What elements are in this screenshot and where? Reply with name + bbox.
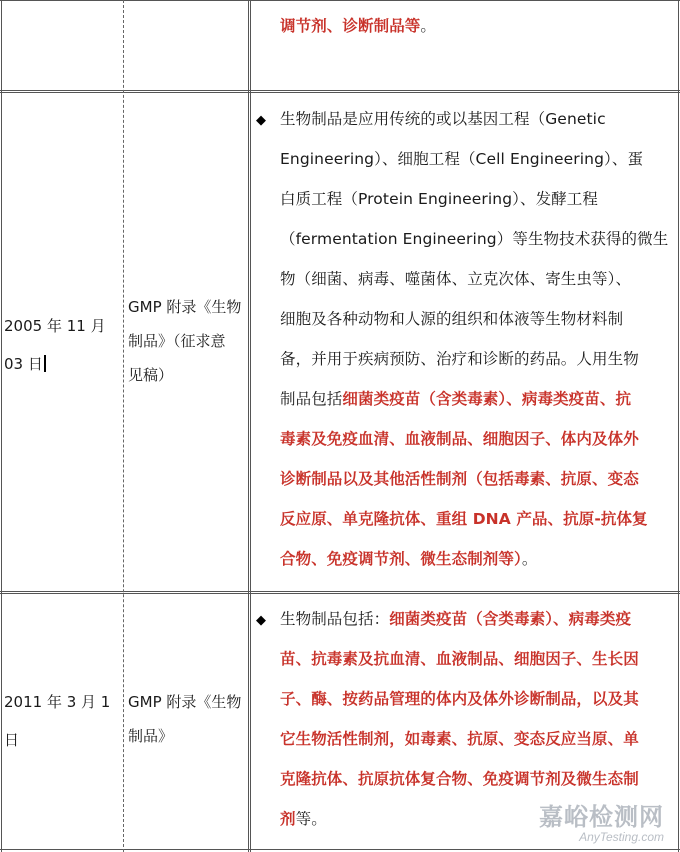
- content-line: [256, 179, 672, 219]
- highlighted-text: 合物、免疫调节剂、微生态制剂等）: [280, 550, 522, 568]
- content-line: [256, 679, 672, 719]
- highlighted-text: 苗、抗毒素及抗血清、血液制品、细胞因子、生长因: [280, 650, 639, 668]
- content-line: [256, 6, 672, 46]
- row-2005-content: [256, 99, 672, 579]
- table-top-border: [0, 0, 680, 1]
- column-divider-1: [123, 0, 124, 852]
- body-text: 物（细菌、病毒、噬菌体、立克次体、寄生虫等）、: [280, 270, 632, 288]
- watermark-url: AnyTesting.com: [579, 830, 664, 844]
- content-line: [256, 639, 672, 679]
- highlighted-text: 剂: [280, 810, 296, 828]
- body-text: Engineering）、细胞工程（Cell Engineering）、蛋: [280, 150, 644, 168]
- highlighted-text: 调节剂、诊断制品等: [280, 17, 421, 35]
- highlighted-text: 它生物活性制剂，如毒素、抗原、变态反应当原、单: [280, 730, 639, 748]
- content-line: [256, 379, 672, 419]
- content-line: [256, 339, 672, 379]
- highlighted-text: 细菌类疫苗（含类毒素）、病毒类疫: [389, 610, 632, 628]
- row-divider-1: [0, 90, 680, 93]
- content-line: [256, 99, 672, 139]
- doc-line: 制品》（征求意: [128, 332, 226, 350]
- highlighted-text: 细菌类疫苗（含类毒素）、病毒类疫苗、抗: [342, 390, 632, 408]
- content-line: [256, 719, 672, 759]
- watermark-logo-text: 嘉峪检测网: [539, 803, 664, 831]
- body-text: 生物制品包括：: [280, 610, 390, 628]
- table-left-border: [1, 0, 2, 852]
- row-2011-date: [4, 683, 122, 759]
- highlighted-text: 克隆抗体、抗原抗体复合物、免疫调节剂及微生态制: [280, 770, 639, 788]
- row-top-content: [256, 6, 672, 46]
- text-cursor: [44, 355, 46, 372]
- highlighted-text: 诊断制品以及其他活性制剂（包括毒素、抗原、变态: [280, 470, 639, 488]
- date-line: 03 日: [4, 345, 122, 383]
- table-bottom-border: [0, 849, 680, 850]
- highlighted-text: 毒素及免疫血清、血液制品、细胞因子、体内及体外: [280, 430, 639, 448]
- body-text: （fermentation Engineering）等生物技术获得的微生: [280, 230, 669, 248]
- row-2005-document: [128, 290, 248, 392]
- highlighted-text: 反应原、单克隆抗体、重组 DNA 产品、抗原-抗体复: [280, 510, 648, 528]
- row-2011-document: [128, 685, 248, 753]
- body-text: 。: [420, 17, 437, 35]
- body-text: 制品包括: [280, 390, 343, 408]
- content-line: [256, 419, 672, 459]
- content-line: [256, 219, 672, 259]
- date-line: 2005 年 11 月: [4, 317, 106, 335]
- body-text: 生物制品是应用传统的或以基因工程（Genetic: [280, 110, 606, 128]
- content-line: [256, 139, 672, 179]
- content-line: [256, 459, 672, 499]
- diamond-bullet-icon: ◆: [256, 113, 267, 128]
- body-text: 细胞及各种动物和人源的组织和体液等生物材料制: [280, 310, 624, 328]
- table-right-border: [678, 0, 679, 852]
- body-text: 备，并用于疾病预防、治疗和诊断的药品。人用生物: [280, 350, 639, 368]
- body-text: 白质工程（Protein Engineering）、发酵工程: [280, 190, 599, 208]
- doc-line: GMP 附录《生物: [128, 298, 242, 316]
- highlighted-text: 子、酶、按药品管理的体内及体外诊断制品，以及其: [280, 690, 639, 708]
- content-line: [256, 499, 672, 539]
- doc-line: 见稿）: [128, 366, 174, 384]
- date-line: 2011 年 3 月 1: [4, 693, 111, 711]
- content-line: [256, 599, 672, 639]
- content-line: [256, 759, 672, 799]
- content-line: [256, 299, 672, 339]
- content-line: [256, 259, 672, 299]
- row-2005-date: [4, 307, 122, 383]
- doc-line: GMP 附录《生物: [128, 693, 242, 711]
- watermark: [539, 797, 664, 844]
- row-divider-2: [0, 591, 680, 594]
- body-text: 等。: [295, 810, 327, 828]
- doc-line: 制品》: [128, 727, 174, 745]
- column-divider-2: [248, 0, 251, 852]
- content-line: [256, 539, 672, 579]
- diamond-bullet-icon: ◆: [256, 613, 267, 628]
- body-text: 。: [521, 550, 538, 568]
- date-line: 日: [4, 731, 20, 749]
